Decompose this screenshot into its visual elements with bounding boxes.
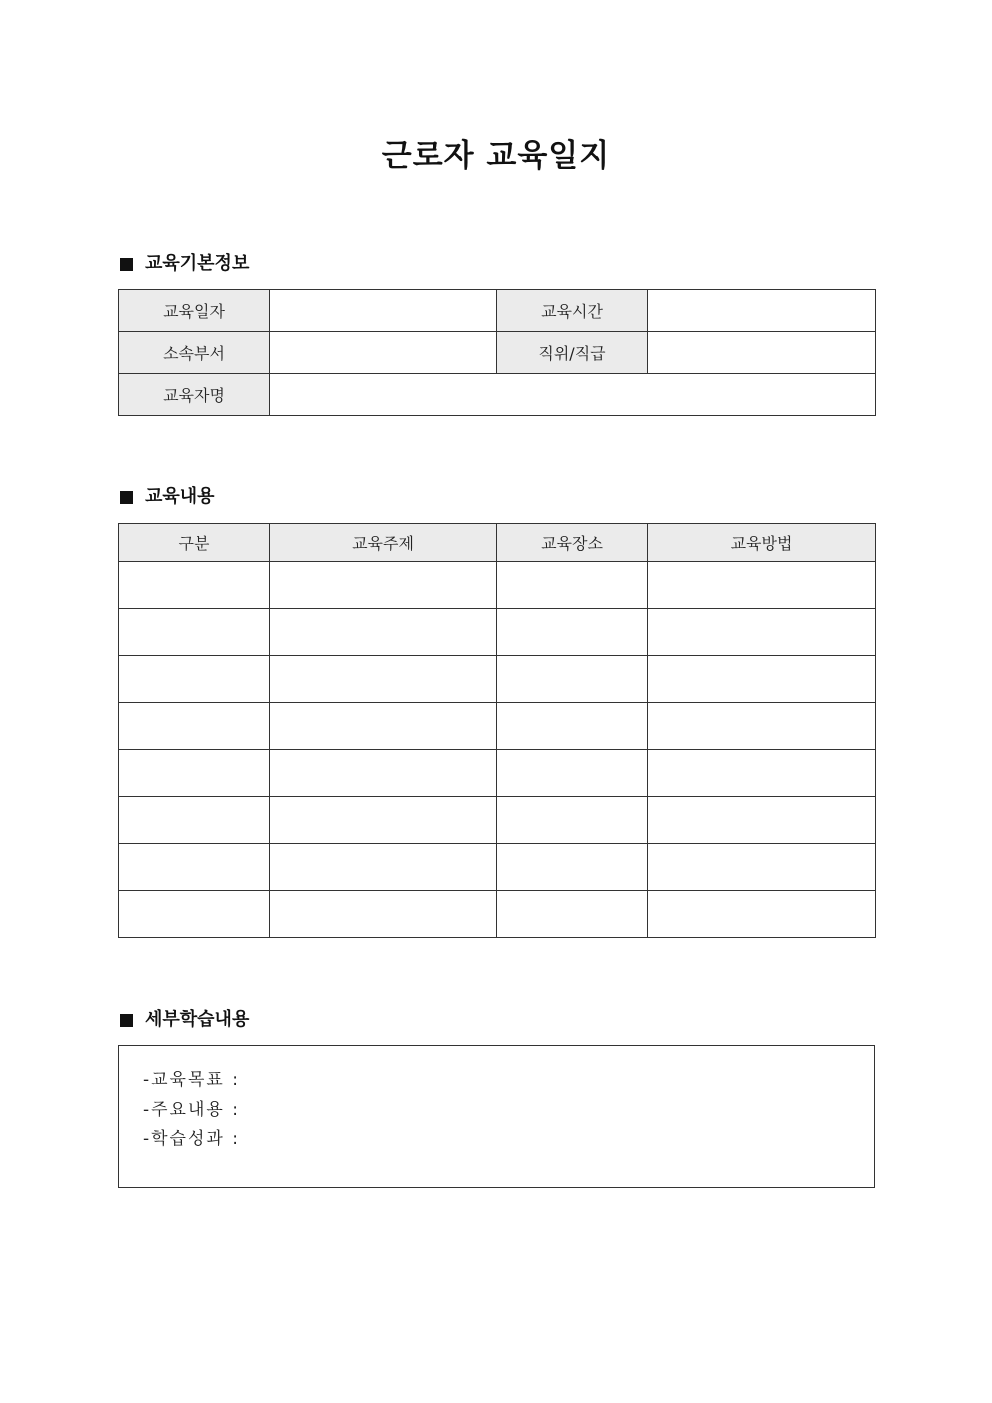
category-cell[interactable]	[119, 656, 270, 703]
square-bullet-icon	[120, 1014, 133, 1027]
category-cell[interactable]	[119, 562, 270, 609]
column-header-method: 교육방법	[648, 524, 876, 562]
category-cell[interactable]	[119, 891, 270, 938]
column-header-topic: 교육주제	[270, 524, 497, 562]
education-date-field[interactable]	[270, 290, 497, 332]
location-cell[interactable]	[497, 750, 648, 797]
topic-cell[interactable]	[270, 891, 497, 938]
label-department: 소속부서	[119, 332, 270, 374]
square-bullet-icon	[120, 258, 133, 271]
method-cell[interactable]	[648, 750, 876, 797]
learning-details-list	[143, 1066, 240, 1155]
education-content-table	[118, 523, 876, 938]
table-row	[119, 562, 876, 609]
location-cell[interactable]	[497, 844, 648, 891]
section-heading-details	[120, 1008, 249, 1032]
education-time-field[interactable]	[648, 290, 876, 332]
topic-cell[interactable]	[270, 609, 497, 656]
position-field[interactable]	[648, 332, 876, 374]
topic-cell[interactable]	[270, 656, 497, 703]
page-title: 근로자 교육일지	[381, 138, 611, 174]
label-education-date: 교육일자	[119, 290, 270, 332]
location-cell[interactable]	[497, 891, 648, 938]
table-row	[119, 374, 876, 416]
detail-item-outcome: -학습성과 :	[143, 1129, 240, 1149]
table-row	[119, 797, 876, 844]
section-heading-label: 교육내용	[145, 486, 215, 507]
column-header-location: 교육장소	[497, 524, 648, 562]
method-cell[interactable]	[648, 797, 876, 844]
detail-item-objective: -교육목표 :	[143, 1070, 240, 1090]
basic-info-table	[118, 289, 876, 416]
column-header-category: 구분	[119, 524, 270, 562]
table-row	[119, 844, 876, 891]
method-cell[interactable]	[648, 562, 876, 609]
table-row	[119, 332, 876, 374]
square-bullet-icon	[120, 491, 133, 504]
location-cell[interactable]	[497, 797, 648, 844]
location-cell[interactable]	[497, 562, 648, 609]
table-row	[119, 750, 876, 797]
section-heading-content	[120, 485, 215, 509]
category-cell[interactable]	[119, 797, 270, 844]
method-cell[interactable]	[648, 609, 876, 656]
instructor-name-field[interactable]	[270, 374, 876, 416]
label-instructor-name: 교육자명	[119, 374, 270, 416]
section-heading-label: 교육기본정보	[145, 253, 250, 274]
category-cell[interactable]	[119, 609, 270, 656]
topic-cell[interactable]	[270, 750, 497, 797]
label-position: 직위/직급	[497, 332, 648, 374]
table-row	[119, 891, 876, 938]
topic-cell[interactable]	[270, 797, 497, 844]
section-heading-basic-info	[120, 252, 249, 276]
method-cell[interactable]	[648, 891, 876, 938]
department-field[interactable]	[270, 332, 497, 374]
section-heading-label: 세부학습내용	[145, 1009, 250, 1030]
table-row	[119, 703, 876, 750]
table-row	[119, 290, 876, 332]
category-cell[interactable]	[119, 750, 270, 797]
category-cell[interactable]	[119, 844, 270, 891]
location-cell[interactable]	[497, 703, 648, 750]
topic-cell[interactable]	[270, 703, 497, 750]
topic-cell[interactable]	[270, 844, 497, 891]
category-cell[interactable]	[119, 703, 270, 750]
location-cell[interactable]	[497, 656, 648, 703]
label-education-time: 교육시간	[497, 290, 648, 332]
table-row	[119, 609, 876, 656]
detail-item-main-content: -주요내용 :	[143, 1099, 240, 1120]
method-cell[interactable]	[648, 703, 876, 750]
table-row	[119, 656, 876, 703]
location-cell[interactable]	[497, 609, 648, 656]
learning-details-box[interactable]	[118, 1045, 875, 1188]
table-header-row	[119, 524, 876, 562]
method-cell[interactable]	[648, 844, 876, 891]
method-cell[interactable]	[648, 656, 876, 703]
topic-cell[interactable]	[270, 562, 497, 609]
